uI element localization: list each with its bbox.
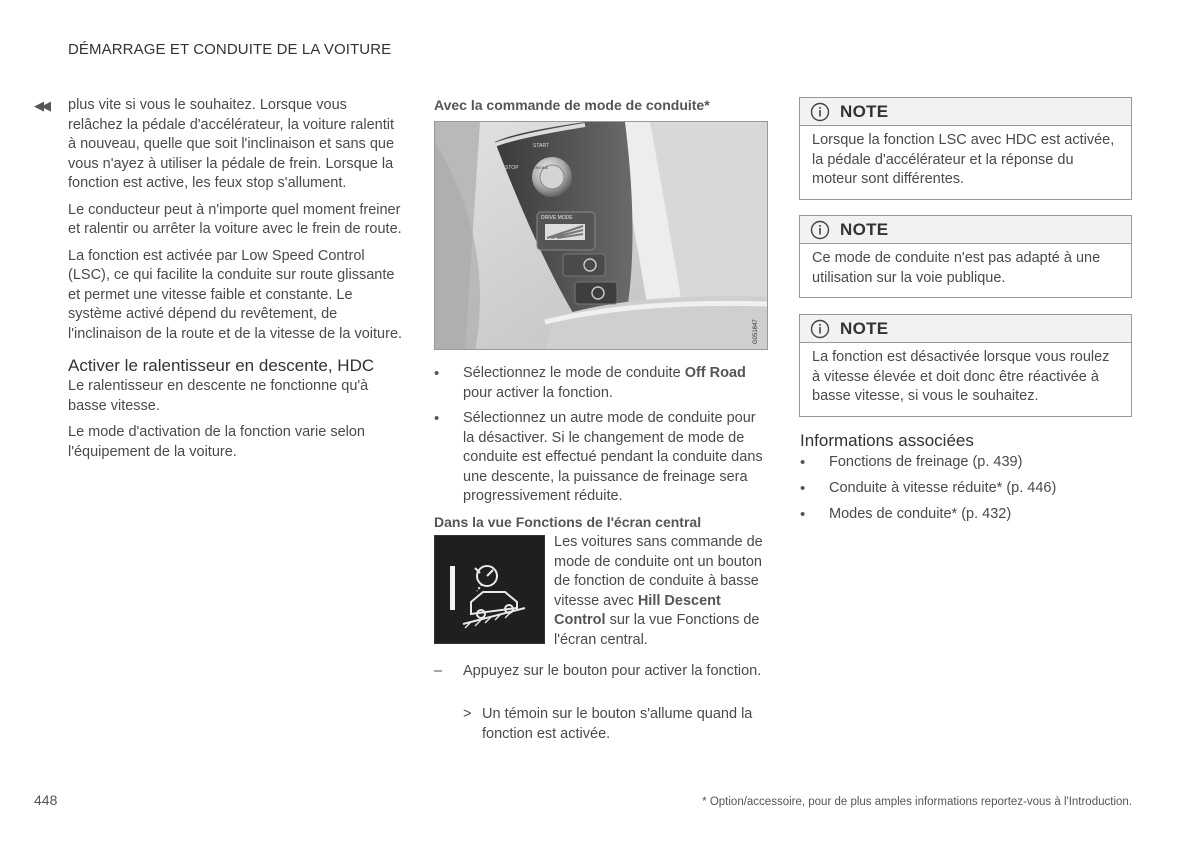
note-header <box>800 216 1131 244</box>
note-box <box>799 97 1132 200</box>
result-marker: > <box>463 706 472 722</box>
step-marker: – <box>434 663 443 679</box>
paragraph: Le mode d'activation de la fonction varie selon l'équipement de la voiture. <box>68 424 365 460</box>
note-text: La fonction est désactivée lorsque vous roulez à vitesse élevée et doit donc être réactivée à basse vitesse, si vous le souhaitez. <box>812 349 1110 404</box>
page-header-title: DÉMARRAGE ET CONDUITE DE LA VOITURE <box>68 41 392 58</box>
side-text: Les voitures sans commande de mode de conduite ont un bouton de fonction de conduite à basse vitesse avec Hill Descent Control sur la vue Fonctions de l'écran central. <box>554 534 763 648</box>
image-code: G051847 <box>753 319 759 344</box>
step-text: Appuyez sur le bouton pour activer la fonction. <box>463 663 762 679</box>
engine-label: ENGINE <box>533 165 549 170</box>
note-header <box>800 98 1131 126</box>
stop-label: STOP <box>505 165 519 171</box>
note-text: Ce mode de conduite n'est pas adapté à une utilisation sur la voie publique. <box>812 250 1101 286</box>
paragraph: Le ralentisseur en descente ne fonctionne qu'à basse vitesse. <box>68 378 369 414</box>
section-heading-center-display: Dans la vue Fonctions de l'écran central <box>434 514 702 530</box>
page-number: 448 <box>34 792 58 808</box>
note-title: NOTE <box>840 318 889 338</box>
section-heading-drive-mode: Avec la commande de mode de conduite* <box>434 97 710 113</box>
drive-mode-control-photo <box>434 121 768 350</box>
paragraph: plus vite si vous le souhaitez. Lorsque vous relâchez la pédale d'accélérateur, la voiture ralentit à nouveau, quelle que soit l'inclinaison et sans que vous n'ayez à utiliser la pédale de frein. Lorsque la fonction est active, les feux stop s'allument. <box>68 97 395 191</box>
info-icon <box>810 102 830 122</box>
section-heading-hdc: Activer le ralentisseur en descente, HDC <box>68 356 375 375</box>
drive-mode-bullets <box>434 364 770 513</box>
related-link[interactable]: • Modes de conduite* (p. 432) <box>800 505 1136 525</box>
list-item: • Sélectionnez le mode de conduite Off Road pour activer la fonction. <box>434 364 770 403</box>
note-title: NOTE <box>840 101 889 121</box>
note-box <box>799 215 1132 298</box>
drive-mode-label: DRIVE MODE <box>541 215 573 221</box>
result-item <box>463 705 770 744</box>
list-item: • Sélectionnez un autre mode de conduite pour la désactiver. Si le changement de mode de conduite est effectué pendant la conduite dans une descente, la puissance de freinage sera progressivement réduite. <box>434 409 770 507</box>
paragraph: Le conducteur peut à n'importe quel moment freiner et ralentir ou arrêter la voiture avec le frein de route. <box>68 201 402 237</box>
column-left <box>68 96 404 469</box>
console-illustration <box>435 122 768 350</box>
related-link[interactable]: • Fonctions de freinage (p. 439) <box>800 453 1136 473</box>
related-info-title: Informations associées <box>800 431 974 450</box>
continuation-arrows-icon: ◀◀ <box>34 98 48 113</box>
step-item <box>434 662 770 682</box>
info-icon <box>810 319 830 339</box>
note-header <box>800 315 1131 343</box>
note-text: Lorsque la fonction LSC avec HDC est activée, la pédale d'accélérateur et la réponse du moteur sont différentes. <box>812 132 1115 187</box>
paragraph: La fonction est activée par Low Speed Control (LSC), ce qui facilite la conduite sur route glissante et permet une vitesse faible et constante. Le système activé dépend du revêtement, de l'inclinaison de la route et de la vitesse de la voiture. <box>68 247 403 342</box>
footnote: * Option/accessoire, pour de plus amples informations reportez-vous à l'Introduction. <box>702 796 1132 808</box>
note-title: NOTE <box>840 219 889 239</box>
result-text: Un témoin sur le bouton s'allume quand la fonction est activée. <box>482 706 753 742</box>
related-link[interactable]: • Conduite à vitesse réduite* (p. 446) <box>800 479 1136 499</box>
hill-descent-icon <box>435 536 544 643</box>
related-info-list <box>800 453 1136 531</box>
info-icon <box>810 220 830 240</box>
hill-descent-button-image <box>434 535 545 644</box>
note-box <box>799 314 1132 417</box>
start-label: START <box>533 143 549 149</box>
